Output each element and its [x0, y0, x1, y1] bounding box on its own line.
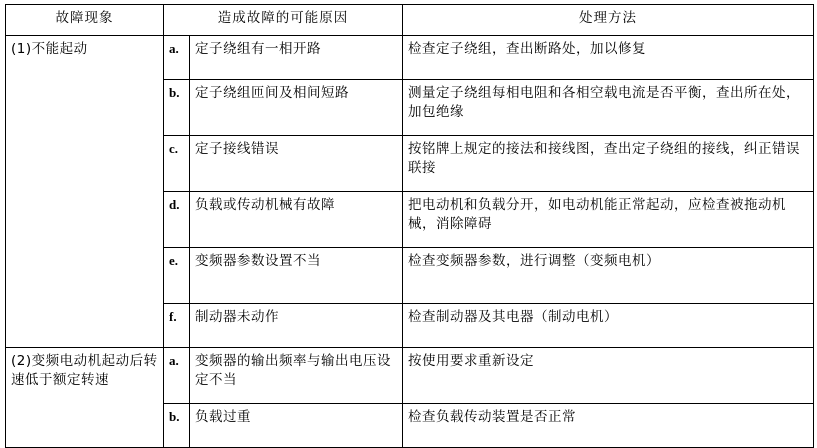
cell-cause-1f: 制动器未动作 [190, 303, 403, 347]
document-page [0, 4, 817, 445]
cell-label-1d: d. [164, 191, 190, 247]
table-header [6, 5, 814, 36]
cell-method-2a: 按使用要求重新设定 [403, 347, 814, 403]
cell-cause-1a: 定子绕组有一相开路 [190, 35, 403, 79]
cell-cause-1e: 变频器参数设置不当 [190, 247, 403, 303]
column-header-method: 处理方法 [403, 5, 814, 36]
column-header-cause: 造成故障的可能原因 [164, 5, 403, 36]
cell-label-2b: b. [164, 403, 190, 447]
table-row [6, 35, 814, 79]
cell-cause-1c: 定子接线错误 [190, 135, 403, 191]
cell-method-2b: 检查负载传动装置是否正常 [403, 403, 814, 447]
table-row [6, 347, 814, 403]
cell-phenomenon-1: (1)不能起动 [6, 35, 164, 347]
cell-label-1a: a. [164, 35, 190, 79]
cell-label-1c: c. [164, 135, 190, 191]
cell-method-1a: 检查定子绕组，查出断路处，加以修复 [403, 35, 814, 79]
cell-cause-1d: 负载或传动机械有故障 [190, 191, 403, 247]
cell-method-1e: 检查变频器参数，进行调整（变频电机） [403, 247, 814, 303]
cell-method-1f: 检查制动器及其电器（制动电机） [403, 303, 814, 347]
column-header-phenomenon: 故障现象 [6, 5, 164, 36]
cell-cause-2a: 变频器的输出频率与输出电压设定不当 [190, 347, 403, 403]
table-body [6, 35, 814, 447]
cell-label-1e: e. [164, 247, 190, 303]
table-header-row [6, 5, 814, 36]
cell-method-1c: 按铭牌上规定的接法和接线图，查出定子绕组的接线，纠正错误联接 [403, 135, 814, 191]
cell-method-1b: 测量定子绕组每相电阻和各相空载电流是否平衡，查出所在处，加包绝缘 [403, 79, 814, 135]
fault-diagnosis-table [5, 4, 814, 448]
cell-label-2a: a. [164, 347, 190, 403]
cell-method-1d: 把电动机和负载分开，如电动机能正常起动，应检查被拖动机械，消除障碍 [403, 191, 814, 247]
cell-label-1b: b. [164, 79, 190, 135]
cell-cause-2b: 负载过重 [190, 403, 403, 447]
cell-phenomenon-2: (2)变频电动机起动后转速低于额定转速 [6, 347, 164, 447]
cell-cause-1b: 定子绕组匝间及相间短路 [190, 79, 403, 135]
cell-label-1f: f. [164, 303, 190, 347]
